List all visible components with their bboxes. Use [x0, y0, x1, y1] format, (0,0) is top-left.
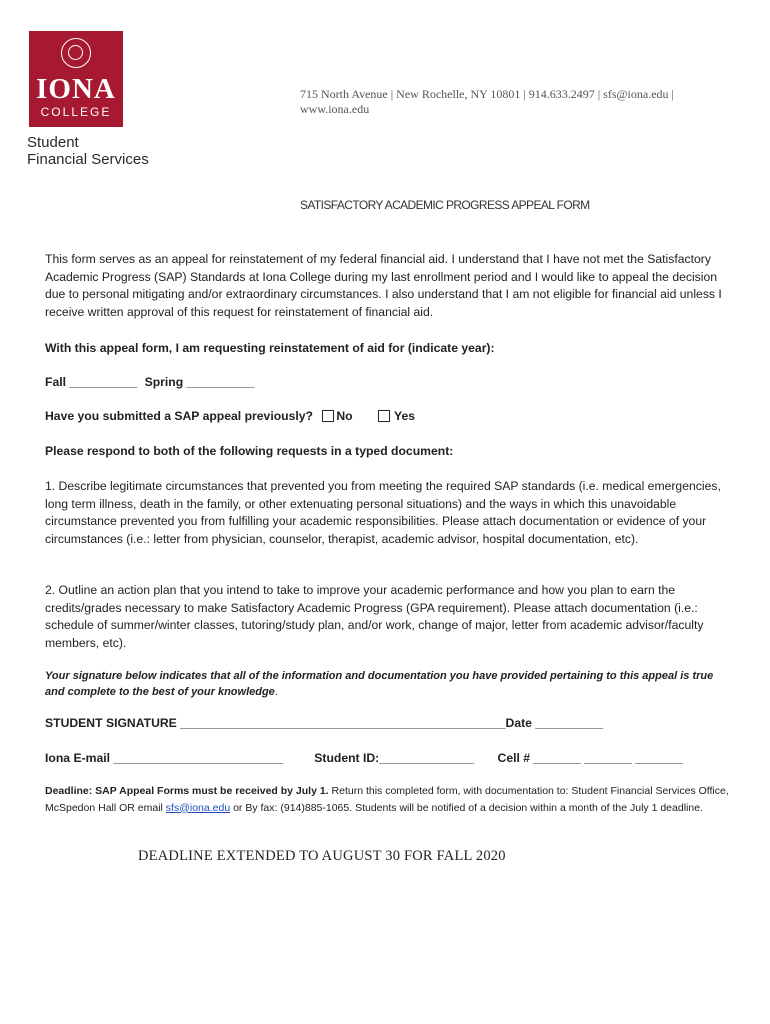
deadline-notice: [45, 783, 735, 816]
request-item-2: 2. Outline an action plan that you intend to take to improve your academic performance and how you plan to earn the credits/grades necessary to make Satisfactory Academic Progress (GPA requirement). Please attach documentation (i.e.: schedule of summer/winter classes, tutoring/study plan, and/or work, change of major, letter from academic advisor/faculty members, etc).: [45, 583, 704, 650]
previous-appeal-question: Have you submitted a SAP appeal previously?: [45, 409, 313, 423]
department-line-1: Student: [27, 134, 79, 151]
spring-field[interactable]: Spring __________: [144, 375, 255, 389]
email-link[interactable]: sfs@iona.edu: [165, 801, 231, 814]
respond-instruction: Please respond to both of the following requests in a typed document:: [45, 444, 454, 458]
email-field[interactable]: Iona E-mail _________________________: [45, 751, 283, 765]
cell-field[interactable]: Cell # _______ _______ _______: [497, 751, 683, 765]
signature-note-text: Your signature below indicates that all of the information and documentation you have provided pertaining to this appeal is true and complete to the best of your knowledge: [45, 670, 714, 698]
logo-name: IONA: [36, 73, 116, 105]
date-field[interactable]: Date __________: [505, 716, 604, 730]
extended-deadline-notice: DEADLINE EXTENDED TO AUGUST 30 FOR FALL 2020: [138, 848, 506, 864]
logo-sub: COLLEGE: [40, 105, 112, 119]
iona-college-logo: [29, 31, 123, 127]
contact-address: [300, 87, 700, 117]
request-item-1: 1. Describe legitimate circumstances that prevented you from meeting the required SAP standards (i.e. medical emergencies, long term illness, death in the family, or other extenuating personal situations) and the ways in which this unavoidable circumstance prevented you from fulfilling your academic responsibilities. Please attach documentation or evidence of your circumstances (i.e.: letter from physician, counselor, therapist, academic advisor, hospital documentation, etc).: [45, 479, 721, 546]
request-year-prompt: With this appeal form, I am requesting reinstatement of aid for (indicate year):: [45, 341, 495, 355]
no-checkbox[interactable]: [322, 410, 334, 422]
contact-row: [45, 751, 683, 765]
term-fields: [45, 375, 254, 389]
no-label: No: [336, 409, 353, 423]
signature-field[interactable]: STUDENT SIGNATURE ________________________________________________: [45, 716, 506, 730]
deadline-text-before: Return this completed form, with documentation to: Student Financial Services Office, McSpedon Hall OR email: [45, 785, 729, 814]
form-title: SATISFACTORY ACADEMIC PROGRESS APPEAL FORM: [300, 198, 590, 212]
no-option[interactable]: [322, 409, 352, 423]
previous-appeal-row: [45, 409, 415, 423]
yes-label: Yes: [394, 409, 416, 423]
intro-paragraph: This form serves as an appeal for reinstatement of my federal financial aid. I understand that I have not met the Satisfactory Academic Progress (SAP) Standards at Iona College during my last enrollment period and I would like to appeal the decision due to personal mitigating and/or extraordinary circumstances. I also understand that I am not eligible for financial aid unless I receive written approval of this request for reinstatement of financial aid.: [45, 252, 722, 319]
signature-note-end: .: [274, 685, 278, 698]
deadline-text-after: or By fax: (914)885-1065. Students will be notified of a decision within a month of the July 1 deadline.: [230, 801, 703, 814]
department-name: [27, 134, 149, 168]
fall-field[interactable]: Fall __________: [45, 375, 138, 389]
signature-note: [45, 669, 735, 700]
signature-row: [45, 716, 603, 730]
address-line-1: 715 North Avenue | New Rochelle, NY 10801 | 914.633.2497 | sfs@iona.edu |: [300, 87, 674, 101]
yes-option[interactable]: [378, 409, 415, 423]
student-id-field[interactable]: Student ID:______________: [314, 751, 475, 765]
college-seal-icon: [61, 38, 91, 68]
department-line-2: Financial Services: [27, 151, 149, 168]
address-line-2: www.iona.edu: [300, 102, 370, 116]
yes-checkbox[interactable]: [378, 410, 390, 422]
deadline-label: Deadline: SAP Appeal Forms must be received by July 1.: [45, 785, 329, 797]
